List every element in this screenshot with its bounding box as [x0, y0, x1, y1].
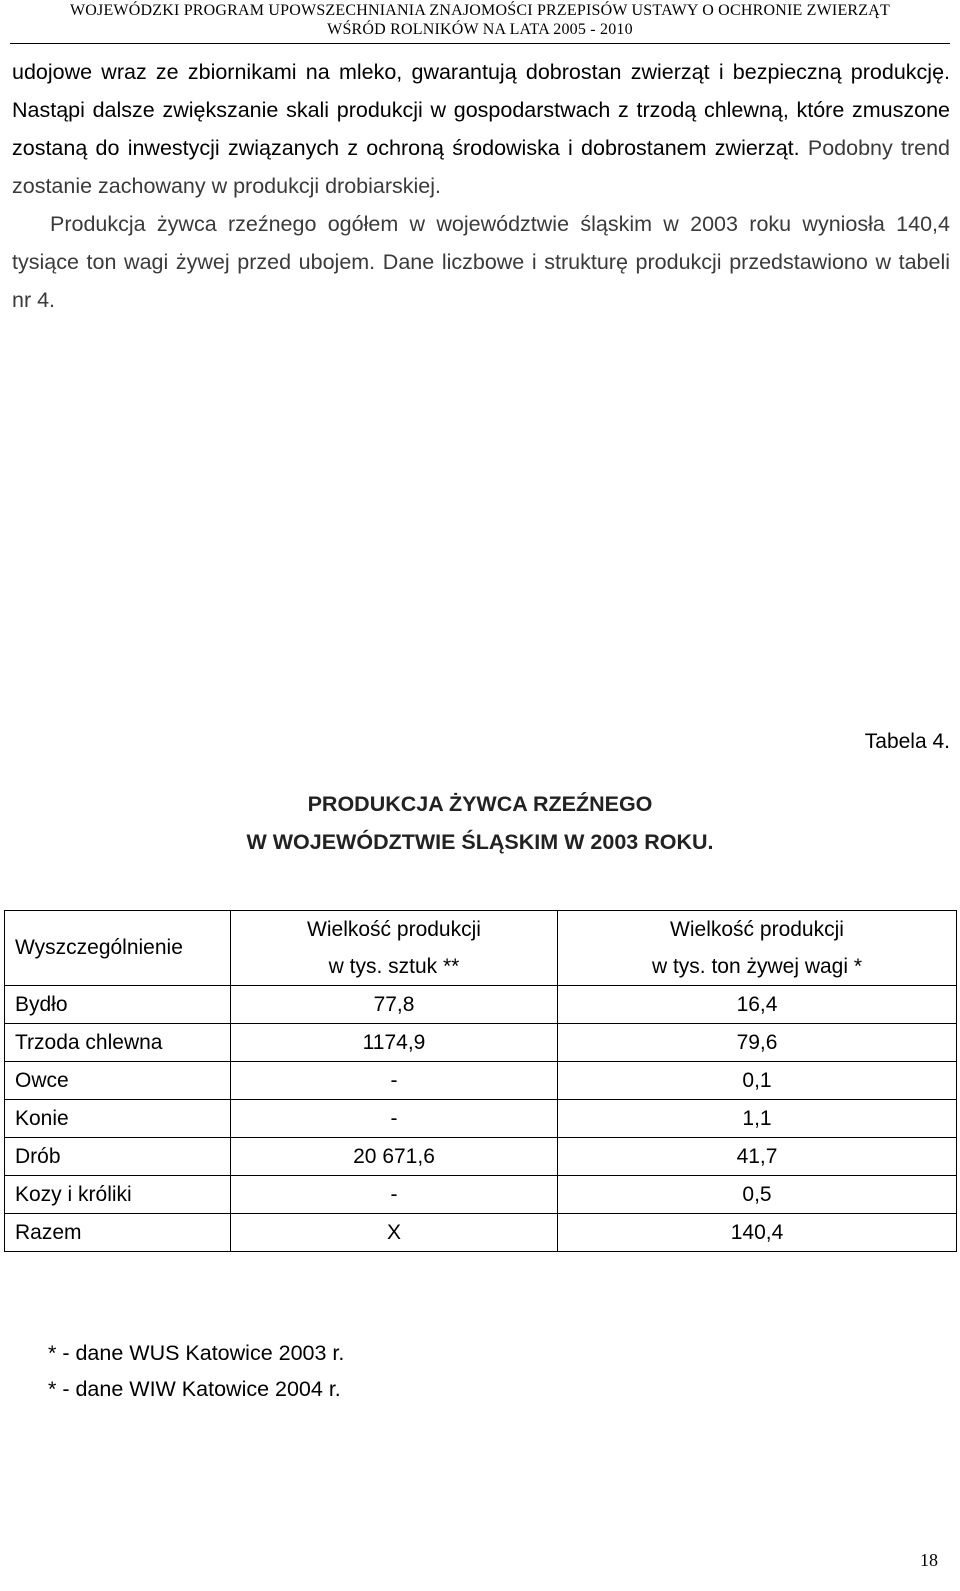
header-line-2: WŚRÓD ROLNIKÓW NA LATA 2005 - 2010: [327, 21, 633, 38]
row-ton: 0,5: [558, 1176, 957, 1214]
paragraph-2-main: Produkcja żywca rzeźnego ogółem w województwie śląskim w 2003 roku wyniosła 140,4 tysiące ton wagi żywej przed ubojem.: [12, 212, 950, 274]
table-title-line-2: W WOJEWÓDZTWIE ŚLĄSKIM W 2003 ROKU.: [246, 830, 714, 854]
production-table: [4, 910, 957, 1252]
row-name: Bydło: [5, 986, 231, 1024]
paragraph-1-main: udojowe wraz ze zbiornikami na mleko, gwarantują dobrostan zwierząt i bezpieczną produkcję. Nastąpi dalsze zwiększanie skali produkcji w gospodarstwach z trzodą chlewną, które zmuszone zostaną do inwestycji związanych z ochroną środowiska i dobrostanem zwierząt.: [12, 60, 950, 160]
row-szt: -: [231, 1176, 558, 1214]
row-szt: 77,8: [231, 986, 558, 1024]
page-number: 18: [920, 1550, 938, 1570]
paragraph-2: [12, 205, 950, 319]
table-label: Tabela 4.: [864, 730, 950, 753]
row-szt: -: [231, 1062, 558, 1100]
table-row: [5, 1024, 957, 1062]
row-name: Trzoda chlewna: [5, 1024, 231, 1062]
row-name: Drób: [5, 1138, 231, 1176]
row-name: Owce: [5, 1062, 231, 1100]
table-row: [5, 986, 957, 1024]
row-ton: 0,1: [558, 1062, 957, 1100]
header-col2-line2: w tys. sztuk **: [328, 955, 460, 978]
header-col2-line1: Wielkość produkcji: [307, 918, 481, 941]
footnotes: [48, 1335, 344, 1407]
header-wielkosc-sztuk: [231, 911, 558, 986]
paragraph-2-tail: Dane liczbowe i strukturę produkcji przedstawiono w tabeli nr 4.: [12, 250, 951, 312]
row-szt: 20 671,6: [231, 1138, 558, 1176]
row-name: Konie: [5, 1100, 231, 1138]
row-ton: 1,1: [558, 1100, 957, 1138]
table-row-total: [5, 1214, 957, 1252]
header-col3-line2: w tys. ton żywej wagi *: [651, 955, 863, 978]
header-col3-line1: Wielkość produkcji: [670, 918, 844, 941]
footnote-2: * - dane WIW Katowice 2004 r.: [48, 1377, 341, 1401]
table-row: [5, 1100, 957, 1138]
footnote-1: * - dane WUS Katowice 2003 r.: [48, 1341, 345, 1365]
row-ton: 41,7: [558, 1138, 957, 1176]
document-header: [0, 0, 960, 42]
row-szt: 1174,9: [231, 1024, 558, 1062]
row-szt: -: [231, 1100, 558, 1138]
header-rule: [10, 43, 950, 44]
row-name: Kozy i króliki: [5, 1176, 231, 1214]
table-header-row: [5, 911, 957, 986]
table-row: [5, 1176, 957, 1214]
table-row: [5, 1062, 957, 1100]
paragraph-1-tail: Podobny trend zostanie zachowany w produkcji drobiarskiej.: [12, 136, 950, 198]
row-ton: 79,6: [558, 1024, 957, 1062]
row-szt: X: [231, 1214, 558, 1252]
row-ton: 16,4: [558, 986, 957, 1024]
row-ton: 140,4: [558, 1214, 957, 1252]
paragraph-1: [12, 53, 950, 205]
table-title-line-1: PRODUKCJA ŻYWCA RZEŹNEGO: [307, 792, 653, 816]
header-line-1: WOJEWÓDZKI PROGRAM UPOWSZECHNIANIA ZNAJOMOŚCI PRZEPISÓW USTAWY O OCHRONIE ZWIERZĄT: [69, 2, 891, 19]
row-name: Razem: [5, 1214, 231, 1252]
header-wyszczegolnienie: Wyszczególnienie: [5, 911, 231, 986]
header-wielkosc-ton: [558, 911, 957, 986]
table-row: [5, 1138, 957, 1176]
